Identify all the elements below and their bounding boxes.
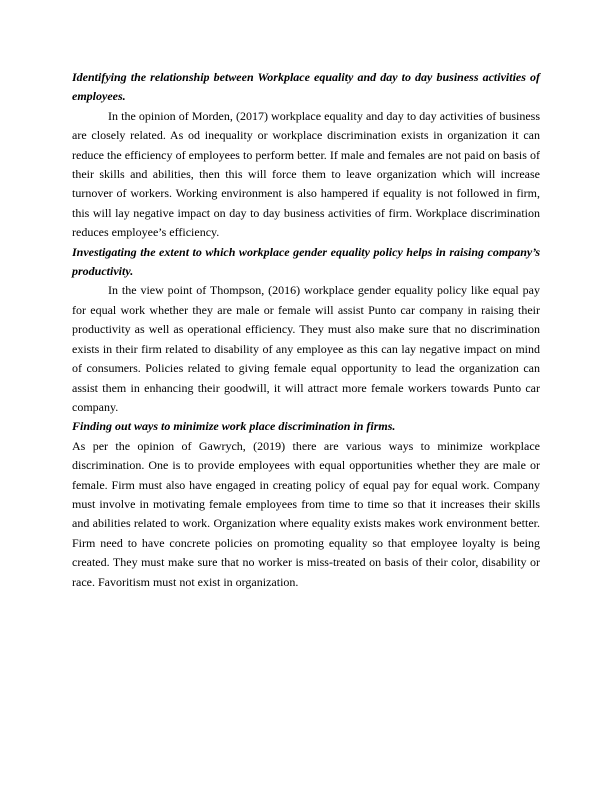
section-paragraph: In the view point of Thompson, (2016) workplace gender equality policy like equal pay for equal work whether they are male or female will assist Punto car company in raising their productivity as well as operational efficiency. They must also make sure that no discrimination exists in their firm related to disability of any employee as this can lay negative impact on mind of consumers. Policies related to giving female equal opportunity to lead the organization can assist them in enhancing their goodwill, it will attract more female workers towards Punto car company. <box>72 283 540 414</box>
section-paragraph: As per the opinion of Gawrych, (2019) there are various ways to minimize workplace discrimination. One is to provide employees with equal opportunities whether they are male or female. Firm must also have engaged in creating policy of equal pay for equal work. Company must involve in motivating female employees from time to time so that it increases their skills and abilities related to work. Organization where equality exists makes work environment better. Firm need to have concrete policies on promoting equality so that employee loyalty is being created. They must make sure that no worker is miss-treated on basis of their color, disability or race. Favoritism must not exist in organization. <box>72 438 540 589</box>
section-minimize-discrimination <box>72 417 540 592</box>
section-gender-equality-policy <box>72 243 540 418</box>
section-heading: Investigating the extent to which workplace gender equality policy helps in raising company’s productivity. <box>72 244 540 279</box>
section-paragraph: In the opinion of Morden, (2017) workplace equality and day to day activities of business are closely related. As od inequality or workplace discrimination exists in organization it can reduce the efficiency of employees to perform better. If male and females are not paid on basis of their skills and abilities, then this will force them to leave organization which will increase turnover of workers. Working environment is also hampered if equality is not followed in firm, this will lay negative impact on day to day business activities of firm. Workplace discrimination reduces employee’s efficiency. <box>72 108 540 240</box>
document-page <box>72 68 540 592</box>
section-workplace-equality <box>72 68 540 243</box>
section-heading: Finding out ways to minimize work place discrimination in firms. <box>72 419 396 434</box>
section-heading: Identifying the relationship between Workplace equality and day to day business activities of employees. <box>72 70 540 104</box>
